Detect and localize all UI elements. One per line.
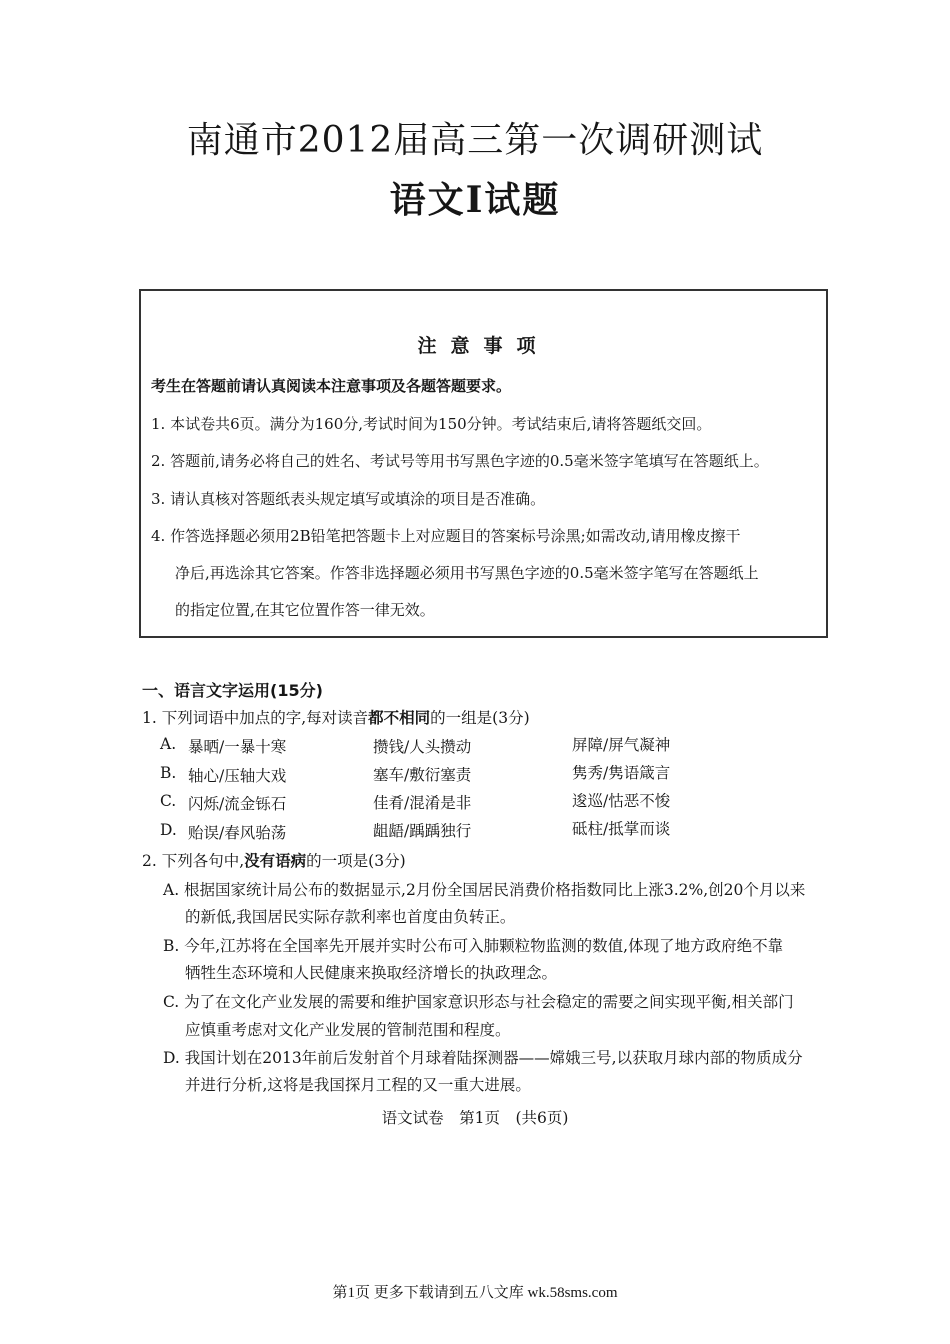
q2-option-d-line2: 并进行分析,这将是我国探月工程的又一重大进展。 — [185, 1076, 531, 1094]
q1-option-d-c1: 贻误/春风骀荡 — [188, 824, 287, 842]
q1-option-d-c3: 砥柱/抵掌而谈 — [572, 820, 671, 838]
notice-item-4-cont2: 的指定位置,在其它位置作答一律无效。 — [175, 601, 435, 619]
q2-option-c-line1: C. 为了在文化产业发展的需要和维护国家意识形态与社会稳定的需要之间实现平衡,相关部门 — [163, 993, 794, 1011]
exam-title: 南通市2012届高三第一次调研测试 — [186, 120, 764, 161]
q1-option-a-c1: 暴晒/一暴十寒 — [188, 738, 287, 756]
q2-option-b-line1: B. 今年,江苏将在全国率先开展并实时公布可入肺颗粒物监测的数值,体现了地方政府绝不靠 — [163, 937, 784, 955]
q1-option-a-label: A. — [160, 735, 177, 753]
notice-box — [139, 289, 828, 638]
q2-option-a-line2: 的新低,我国居民实际存款利率也首度由负转正。 — [185, 908, 516, 926]
q2-option-c-line2: 应慎重考虑对文化产业发展的管制范围和程度。 — [185, 1021, 511, 1039]
q1-option-a-c2: 攒钱/人头攒动 — [373, 738, 472, 756]
q1-option-b-c1: 轴心/压轴大戏 — [188, 767, 287, 785]
subject-title: 语文Ⅰ试题 — [389, 179, 561, 221]
question-1-stem — [142, 706, 530, 728]
q2-option-d-line1: D. 我国计划在2013年前后发射首个月球着陆探测器——嫦娥三号,以获取月球内部的物质成分 — [163, 1049, 803, 1067]
q1-option-c-label: C. — [160, 792, 177, 810]
q2-stem-emphasis: 没有语病 — [244, 851, 307, 870]
notice-item-4: 4. 作答选择题必须用2B铅笔把答题卡上对应题目的答案标号涂黑;如需改动,请用橡皮擦干 — [151, 527, 741, 545]
q1-option-b-c3: 隽秀/隽语箴言 — [572, 764, 671, 782]
q1-option-d-label: D. — [160, 821, 177, 839]
notice-item-4-cont1: 净后,再选涂其它答案。作答非选择题必须用书写黑色字迹的0.5毫米签字笔写在答题纸上 — [175, 564, 759, 582]
q2-stem-post: 的一项是(3分) — [306, 852, 406, 870]
notice-title: 注意事项 — [417, 335, 550, 357]
q1-option-a-c3: 屏障/屏气凝神 — [572, 736, 671, 754]
q1-stem-emphasis: 都不相同 — [368, 708, 431, 727]
notice-item-1: 1. 本试卷共6页。满分为160分,考试时间为150分钟。考试结束后,请将答题纸交回。 — [151, 415, 712, 433]
q1-stem-pre: 1. 下列词语中加点的字,每对读音 — [142, 709, 369, 727]
q2-stem-pre: 2. 下列各句中, — [142, 852, 245, 870]
q2-option-b-line2: 牺牲生态环境和人民健康来换取经济增长的执政理念。 — [185, 964, 558, 982]
q1-option-d-c2: 龃龉/踽踽独行 — [373, 822, 472, 840]
notice-item-2: 2. 答题前,请务必将自己的姓名、考试号等用书写黑色字迹的0.5毫米签字笔填写在答题纸上。 — [151, 452, 769, 470]
section-heading: 一、语言文字运用(15分) — [142, 681, 323, 700]
page-number-label: 语文试卷 第1页 (共6页) — [381, 1109, 569, 1127]
q1-option-c-c2: 佳肴/混淆是非 — [373, 794, 472, 812]
source-watermark-text: 第1页 更多下载请到五八文库 wk.58sms.com — [332, 1285, 618, 1301]
q1-option-c-c1: 闪烁/流金铄石 — [188, 795, 287, 813]
q1-option-c-c3: 逡巡/怙恶不悛 — [572, 792, 671, 810]
notice-intro: 考生在答题前请认真阅读本注意事项及各题答题要求。 — [151, 377, 512, 395]
q1-option-b-c2: 塞车/敷衍塞责 — [373, 766, 472, 784]
q2-option-a-line1: A. 根据国家统计局公布的数据显示,2月份全国居民消费价格指数同比上涨3.2%,创20个月以来 — [163, 881, 806, 899]
question-2-stem — [142, 849, 406, 871]
notice-item-3: 3. 请认真核对答题纸表头规定填写或填涂的项目是否准确。 — [151, 490, 546, 508]
q1-option-b-label: B. — [160, 764, 177, 782]
q1-stem-post: 的一组是(3分) — [430, 709, 530, 727]
